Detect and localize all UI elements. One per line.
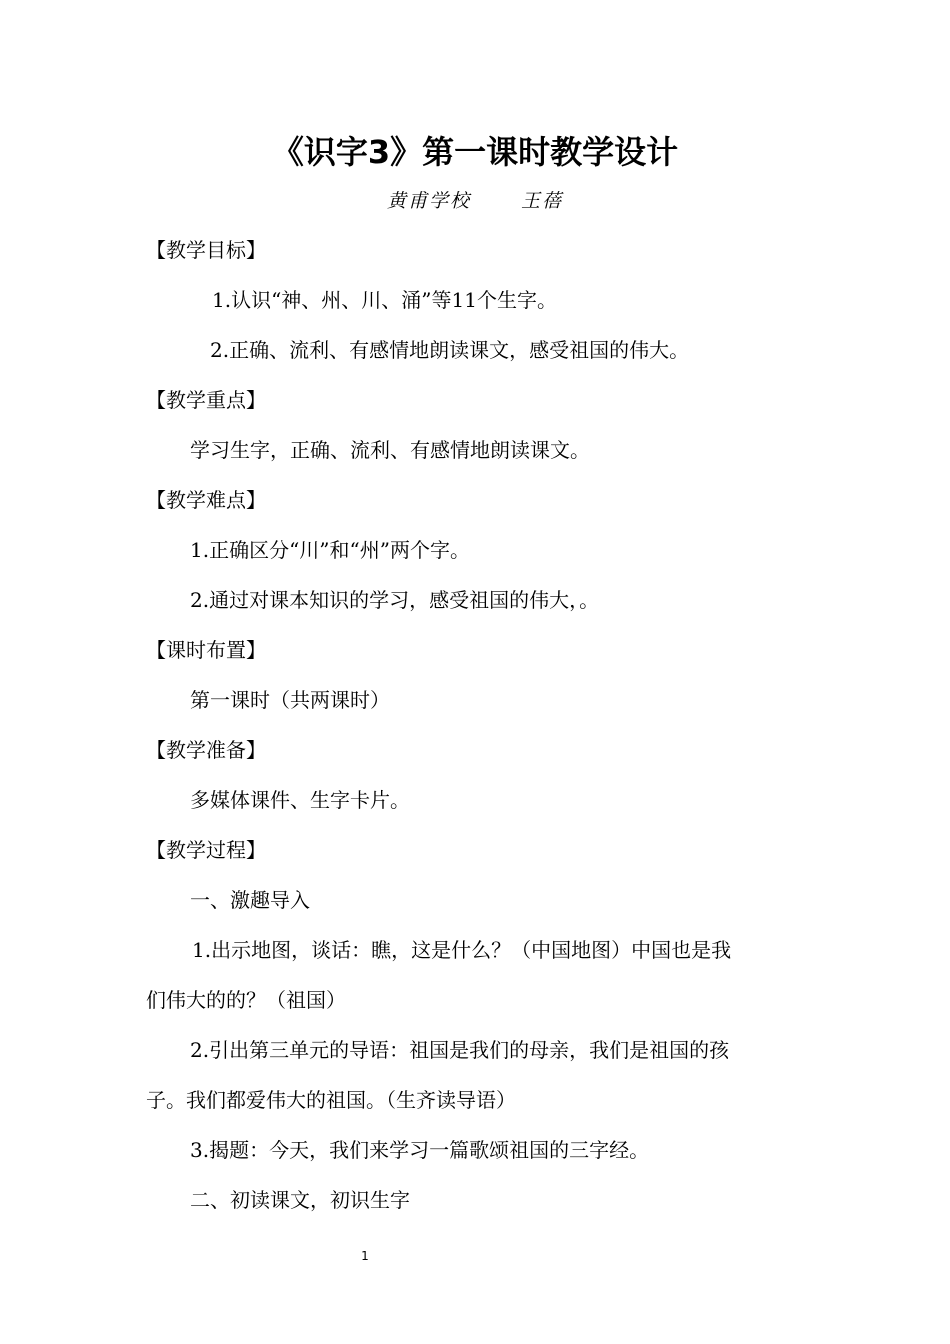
- heading-preparation: 【教学准备】: [146, 738, 266, 762]
- preparation-text: 多媒体课件、生字卡片。: [190, 788, 410, 812]
- process-section-2: 二、初读课文，初识生字: [190, 1188, 410, 1212]
- school-name: 黄甫学校: [386, 190, 471, 212]
- heading-lesson-arrangement: 【课时布置】: [146, 638, 266, 662]
- process-step-1-line-2: 们伟大的的？（祖国）: [146, 988, 346, 1012]
- author-name: 王蓓: [521, 190, 564, 212]
- key-point-text: 学习生字，正确、流利、有感情地朗读课文。: [190, 438, 590, 462]
- goal-item-2: 2.正确、流利、有感情地朗读课文，感受祖国的伟大。: [210, 338, 690, 362]
- document-title: 《识字3》第一课时教学设计: [271, 133, 679, 171]
- process-step-1-line-1: 1.出示地图，谈话：瞧，这是什么？（中国地图）中国也是我: [192, 938, 732, 962]
- heading-teaching-process: 【教学过程】: [146, 838, 266, 862]
- heading-teaching-goals: 【教学目标】: [146, 238, 266, 262]
- process-step-2-line-1: 2.引出第三单元的导语：祖国是我们的母亲，我们是祖国的孩: [190, 1038, 730, 1062]
- process-section-1: 一、激趣导入: [190, 888, 310, 912]
- heading-key-points: 【教学重点】: [146, 388, 266, 412]
- page-number: 1: [361, 1249, 369, 1263]
- process-step-3: 3.揭题：今天，我们来学习一篇歌颂祖国的三字经。: [190, 1138, 650, 1162]
- process-step-2-line-2: 子。我们都爱伟大的祖国。（生齐读导语）: [146, 1088, 516, 1112]
- lesson-arrangement-text: 第一课时（共两课时）: [190, 688, 390, 712]
- difficulty-item-1: 1.正确区分“川”和“州”两个字。: [190, 538, 470, 562]
- author-line: [0, 186, 950, 216]
- difficulty-item-2: 2.通过对课本知识的学习，感受祖国的伟大，。: [190, 588, 600, 612]
- goal-item-1: 1.认识“神、州、川、涌”等11个生字。: [212, 288, 557, 312]
- heading-difficulties: 【教学难点】: [146, 488, 266, 512]
